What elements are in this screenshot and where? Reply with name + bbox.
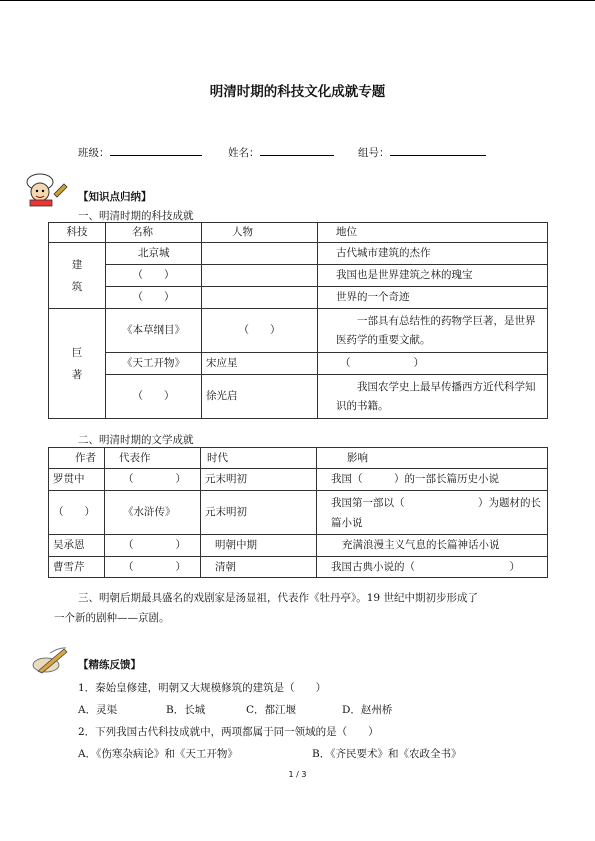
table-row	[49, 557, 548, 578]
literature-achievements-table	[48, 447, 548, 578]
q1-option-b[interactable]: B．长城	[166, 704, 206, 716]
name-field	[228, 144, 334, 160]
cell-name[interactable]: （ ）	[106, 375, 202, 419]
cell-author[interactable]: （ ）	[49, 491, 105, 535]
class-field	[78, 144, 202, 160]
cell-status: 我国农学史上最早传播西方近代科学知识的书籍。	[318, 375, 548, 419]
header-impact: 影响	[317, 448, 548, 469]
table-row	[49, 491, 548, 535]
drama-paragraph-line1: 三、明朝后期最具盛名的戏剧家是汤显祖，代表作《牡丹亭》。19 世纪中期初步形成了	[78, 592, 478, 604]
page-title: 明清时期的科技文化成就专题	[209, 84, 386, 100]
cell-status: 一部具有总结性的药物学巨著，是世界医药学的重要文献。	[318, 309, 548, 353]
group-blank[interactable]	[390, 144, 486, 156]
header-status: 地位	[318, 223, 548, 243]
table-row	[49, 375, 548, 419]
table-row	[49, 469, 548, 491]
table-row	[49, 535, 548, 557]
cell-work[interactable]: （ ）	[105, 469, 201, 491]
question-2: 2．下列我国古代科技成就中，两项都属于同一领域的是（ ）	[78, 726, 379, 738]
page-number: 1 / 3	[288, 770, 307, 779]
cell-work[interactable]: （ ）	[105, 535, 201, 557]
q2-option-b[interactable]: B．《齐民要术》和《农政全书》	[312, 748, 462, 760]
cell-name[interactable]: （ ）	[106, 287, 202, 309]
header-name: 名称	[106, 223, 202, 243]
cell-person[interactable]	[202, 243, 318, 265]
tech-subheading: 一、明清时期的科技成就	[78, 210, 194, 222]
cell-impact[interactable]: 我国第一部以（ ）为题材的长篇小说	[317, 491, 548, 535]
group-label: 组号：	[358, 147, 390, 159]
cell-era: 元末明初	[201, 469, 317, 491]
drama-paragraph-line2: 一个新的剧种——京剧。	[54, 612, 170, 624]
literature-subheading: 二、明清时期的文学成就	[78, 434, 194, 446]
top-rule	[0, 0, 595, 1]
header-era: 时代	[201, 448, 317, 469]
cell-author: 罗贯中	[49, 469, 105, 491]
table-header-row	[49, 448, 548, 469]
cell-work[interactable]: （ ）	[105, 557, 201, 578]
knowledge-heading: 【知识点归纳】	[78, 191, 152, 203]
cell-work: 《水浒传》	[105, 491, 201, 535]
group-architecture: 建 筑	[49, 243, 106, 309]
chef-cartoon-icon	[20, 172, 70, 208]
tech-achievements-table	[48, 222, 548, 419]
question-1: 1．秦始皇修建，明朝又大规模修筑的建筑是（ ）	[78, 682, 327, 694]
q1-option-c[interactable]: C．都江堰	[246, 704, 297, 716]
practice-heading: 【精练反馈】	[78, 659, 141, 671]
table-row	[49, 265, 548, 287]
cell-person[interactable]	[202, 287, 318, 309]
header-person: 人物	[202, 223, 318, 243]
cell-person[interactable]	[202, 265, 318, 287]
writing-feather-icon	[30, 645, 70, 675]
cell-status[interactable]: （ ）	[318, 353, 548, 375]
cell-name: 《天工开物》	[106, 353, 202, 375]
table-row	[49, 243, 548, 265]
table-row	[49, 353, 548, 375]
cell-status: 我国也是世界建筑之林的瑰宝	[318, 265, 548, 287]
cell-name: 北京城	[106, 243, 202, 265]
cell-name: 《本草纲目》	[106, 309, 202, 353]
cell-era: 元末明初	[201, 491, 317, 535]
cell-impact: 充满浪漫主义气息的长篇神话小说	[317, 535, 548, 557]
cell-status: 世界的一个奇迹	[318, 287, 548, 309]
group-books: 巨 著	[49, 309, 106, 419]
class-blank[interactable]	[110, 144, 202, 156]
table-header-row	[49, 223, 548, 243]
cell-name[interactable]: （ ）	[106, 265, 202, 287]
name-blank[interactable]	[260, 144, 334, 156]
q1-option-a[interactable]: A．灵渠	[78, 704, 118, 716]
header-work: 代表作	[105, 448, 201, 469]
group-field	[358, 144, 486, 160]
header-author: 作者	[49, 448, 105, 469]
cell-person: 徐光启	[202, 375, 318, 419]
cell-era: 清朝	[201, 557, 317, 578]
cell-author: 曹雪芹	[49, 557, 105, 578]
table-row	[49, 287, 548, 309]
name-label: 姓名：	[228, 147, 260, 159]
table-row	[49, 309, 548, 353]
header-tech: 科技	[49, 223, 106, 243]
cell-era: 明朝中期	[201, 535, 317, 557]
cell-impact[interactable]: 我国（ ）的一部长篇历史小说	[317, 469, 548, 491]
cell-person[interactable]: （ ）	[202, 309, 318, 353]
cell-status: 古代城市建筑的杰作	[318, 243, 548, 265]
cell-person: 宋应星	[202, 353, 318, 375]
q2-option-a[interactable]: A．《伤寒杂病论》和《天工开物》	[78, 748, 238, 760]
class-label: 班级：	[78, 147, 110, 159]
q1-option-d[interactable]: D．赵州桥	[342, 704, 393, 716]
cell-author: 吴承恩	[49, 535, 105, 557]
cell-impact[interactable]: 我国古典小说的（ ）	[317, 557, 548, 578]
